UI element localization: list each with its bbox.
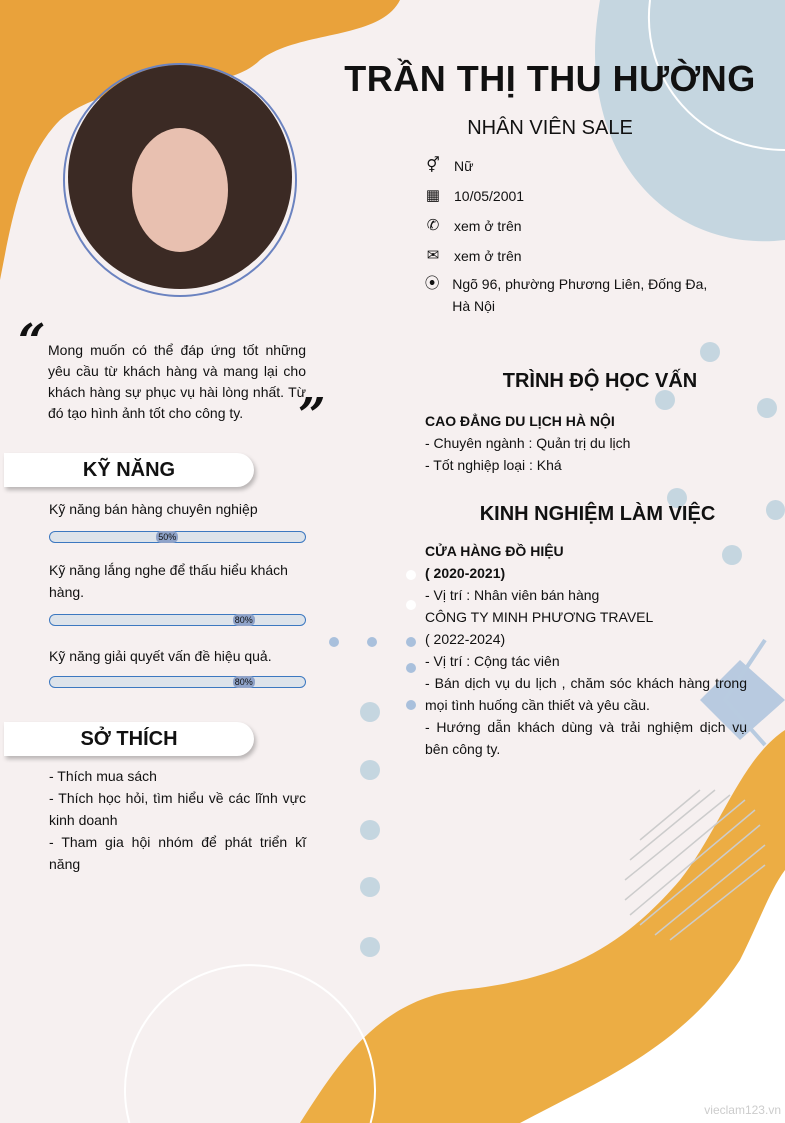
- hobbies-list: - Thích mua sách - Thích học hỏi, tìm hiểu về các lĩnh vực kinh doanh - Tham gia hội nhóm để phát triển kĩ năng: [49, 768, 306, 872]
- candidate-name: TRẦN THỊ THU HƯỜNG: [344, 58, 756, 99]
- skill-bar: 80%: [49, 614, 306, 626]
- skills-heading: KỸ NĂNG: [4, 453, 254, 487]
- contact-birthday: ▦ 10/05/2001: [424, 185, 524, 207]
- contact-phone: ✆ xem ở trên: [424, 215, 522, 237]
- phone-icon: ✆: [426, 217, 440, 234]
- watermark: vieclam123.vn: [704, 1103, 781, 1117]
- education-heading: TRÌNH ĐỘ HỌC VẤN: [502, 370, 698, 392]
- job-title: NHÂN VIÊN SALE: [467, 117, 633, 139]
- skill-name: Kỹ năng bán hàng chuyên nghiệp: [49, 501, 258, 517]
- skill-bar: 50%: [49, 531, 306, 543]
- skill-bar: 80%: [49, 676, 306, 688]
- gender-icon: ⚥: [426, 157, 440, 174]
- hobbies-heading: SỞ THÍCH: [4, 722, 254, 756]
- close-quote-icon: ”: [298, 388, 326, 444]
- skill-name: Kỹ năng giải quyết vấn đề hiệu quả.: [49, 648, 272, 664]
- location-icon: ⦿: [424, 275, 440, 292]
- contact-email: ✉ xem ở trên: [424, 245, 522, 267]
- skill-name: Kỹ năng lắng nghe để thấu hiểu khách hàng.: [49, 562, 288, 600]
- contact-address: ⦿ Ngõ 96, phường Phương Liên, Đống Đa, Hà Nội: [424, 273, 724, 317]
- experience-heading: KINH NGHIỆM LÀM VIỆC: [479, 503, 716, 525]
- contact-gender: ⚥ Nữ: [424, 155, 473, 177]
- education-section: CAO ĐẲNG DU LỊCH HÀ NỘI - Chuyên ngành : Quản trị du lịch - Tốt nghiệp loại : Khá: [425, 413, 631, 473]
- calendar-icon: ▦: [425, 187, 441, 204]
- experience-section: CỬA HÀNG ĐỒ HIỆU ( 2020-2021) - Vị trí : Nhân viên bán hàng CÔNG TY MINH PHƯƠNG TRAVEL ( 2022-2024) - Vị trí : Cộng tác viên - Bán dịch vụ du lịch , chăm sóc khách hàng trong mọi tình huống cần thiết và yêu cầu. - Hướng dẫn khách dùng và trải nghiệm dịch vụ bên công ty.: [425, 543, 747, 757]
- email-icon: ✉: [426, 247, 440, 264]
- career-objective: Mong muốn có thể đáp ứng tốt những yêu cầu từ khách hàng và mang lại cho khách hàng sự phục vụ hài lòng nhất. Từ đó tạo hình ảnh tốt cho công ty.: [48, 342, 306, 421]
- open-quote-icon: “: [18, 314, 46, 370]
